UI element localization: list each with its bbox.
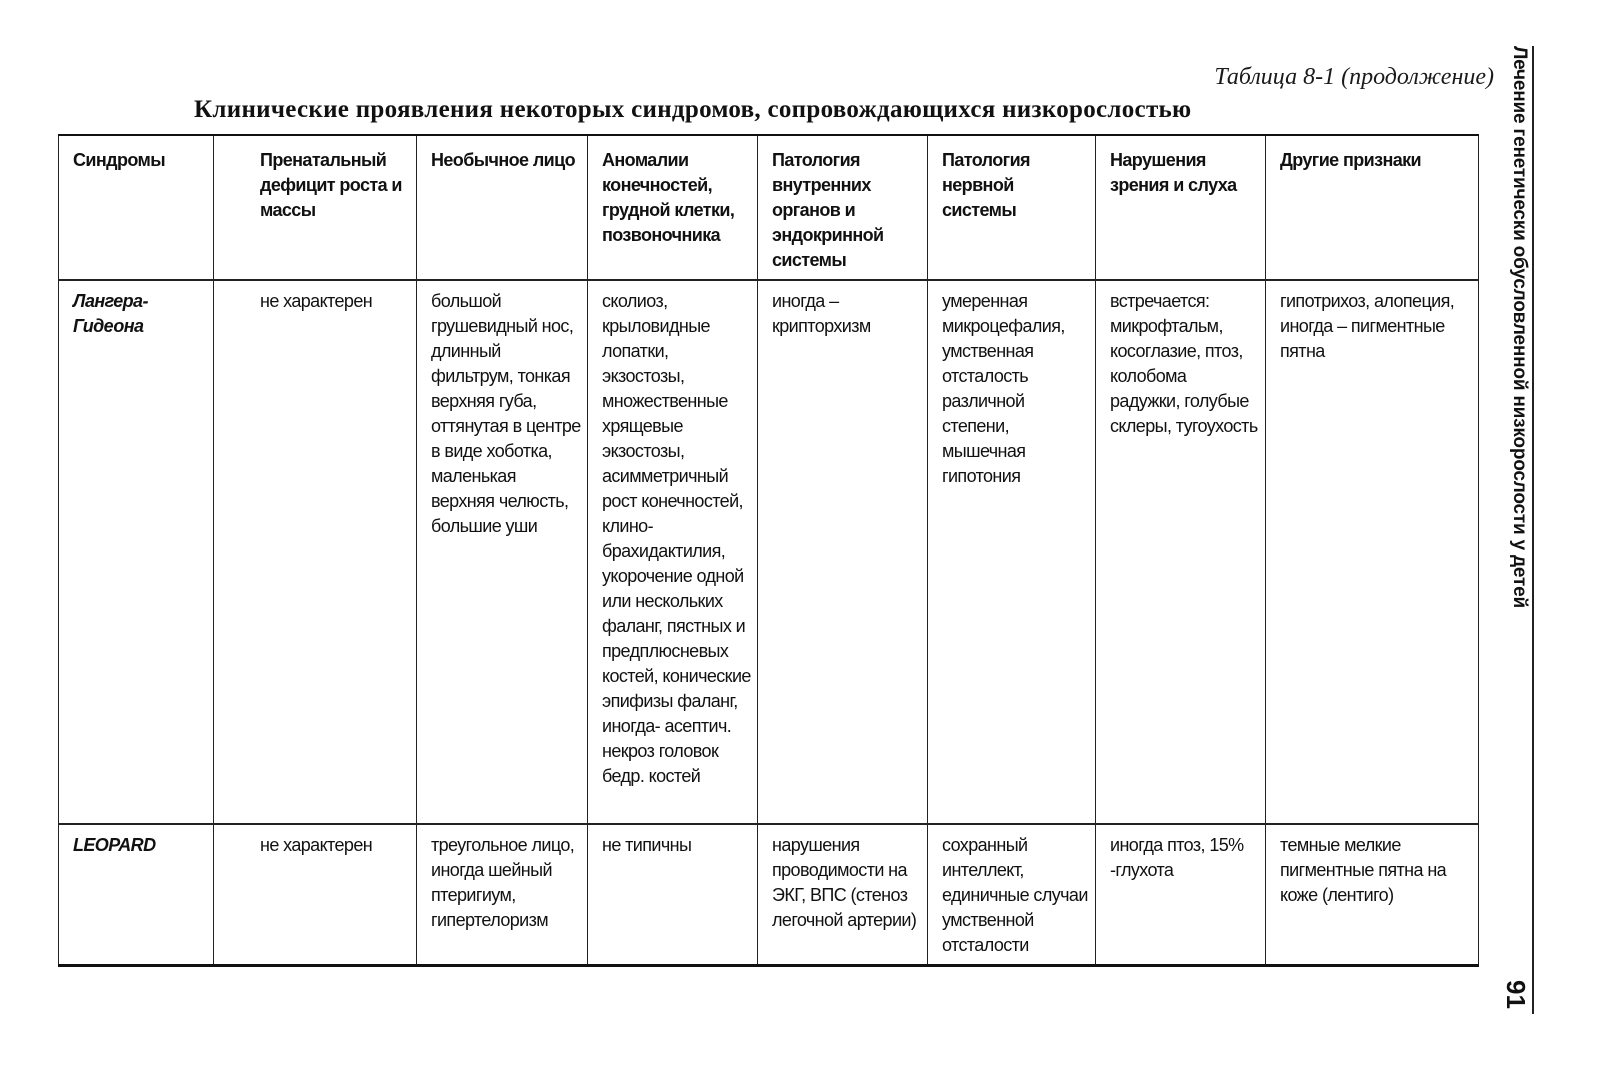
face-cell: большой грушевидный нос, длинный фильтрум, тонкая верхняя губа, оттянутая в центре в виде хоботка, маленькая верхняя челюсть, большие уши: [417, 280, 588, 824]
table-header-row: [59, 135, 1479, 280]
limbs-cell: сколиоз, крыловидные лопатки, экзостозы, множественные хрящевые экзостозы, асимметричный рост конечностей, клино-брахидактилия, укорочение одной или нескольких фаланг, пястных и предплюсневых костей, конические эпифизы фаланг, иногда- асептич. некроз головок бедр. костей: [588, 280, 758, 824]
vision-cell: иногда птоз, 15% -глухота: [1096, 824, 1266, 966]
column-header-prenatal: Пренатальный дефицит роста и массы: [214, 135, 417, 280]
column-header-nervous: Патология нервной системы: [928, 135, 1096, 280]
page-title: Клинические проявления некоторых синдромов, сопровождающихся низкорослостью: [194, 96, 1192, 123]
column-header-internal: Патология внутренних органов и эндокринной системы: [758, 135, 928, 280]
limbs-cell: не типичны: [588, 824, 758, 966]
internal-cell: иногда – крипторхизм: [758, 280, 928, 824]
column-header-syndromes: Синдромы: [59, 135, 214, 280]
column-header-face: Необычное лицо: [417, 135, 588, 280]
vision-cell: встречается: микрофтальм, косоглазие, птоз, колобома радужки, голубые склеры, тугоухость: [1096, 280, 1266, 824]
other-cell: гипотрихоз, алопеция, иногда – пигментные пятна: [1266, 280, 1479, 824]
nervous-cell: сохранный интеллект, единичные случаи умственной отсталости: [928, 824, 1096, 966]
nervous-cell: умеренная микроцефалия, умственная отсталость различной степени, мышечная гипотония: [928, 280, 1096, 824]
internal-cell: нарушения проводимости на ЭКГ, ВПС (стеноз легочной артерии): [758, 824, 928, 966]
running-header: Лечение генетически обусловленной низкорослости у детей: [1509, 46, 1530, 608]
page-number: 91: [1501, 980, 1531, 1009]
table-row: [59, 280, 1479, 824]
table-caption: Таблица 8-1 (продолжение): [1214, 64, 1494, 90]
column-header-vision: Нарушения зрения и слуха: [1096, 135, 1266, 280]
margin-rule: [1532, 46, 1534, 1014]
face-cell: треугольное лицо, иногда шейный птеригиум, гипертелоризм: [417, 824, 588, 966]
column-header-other: Другие признаки: [1266, 135, 1479, 280]
prenatal-cell: не характерен: [214, 824, 417, 966]
column-header-limbs: Аномалии конечностей, грудной клетки, позвоночника: [588, 135, 758, 280]
prenatal-cell: не характерен: [214, 280, 417, 824]
syndrome-name-cell: LEOPARD: [59, 824, 214, 966]
table-row: [59, 824, 1479, 966]
syndrome-name-cell: Лангера-Гидеона: [59, 280, 214, 824]
other-cell: темные мелкие пигментные пятна на коже (лентиго): [1266, 824, 1479, 966]
syndromes-table: [58, 134, 1479, 967]
